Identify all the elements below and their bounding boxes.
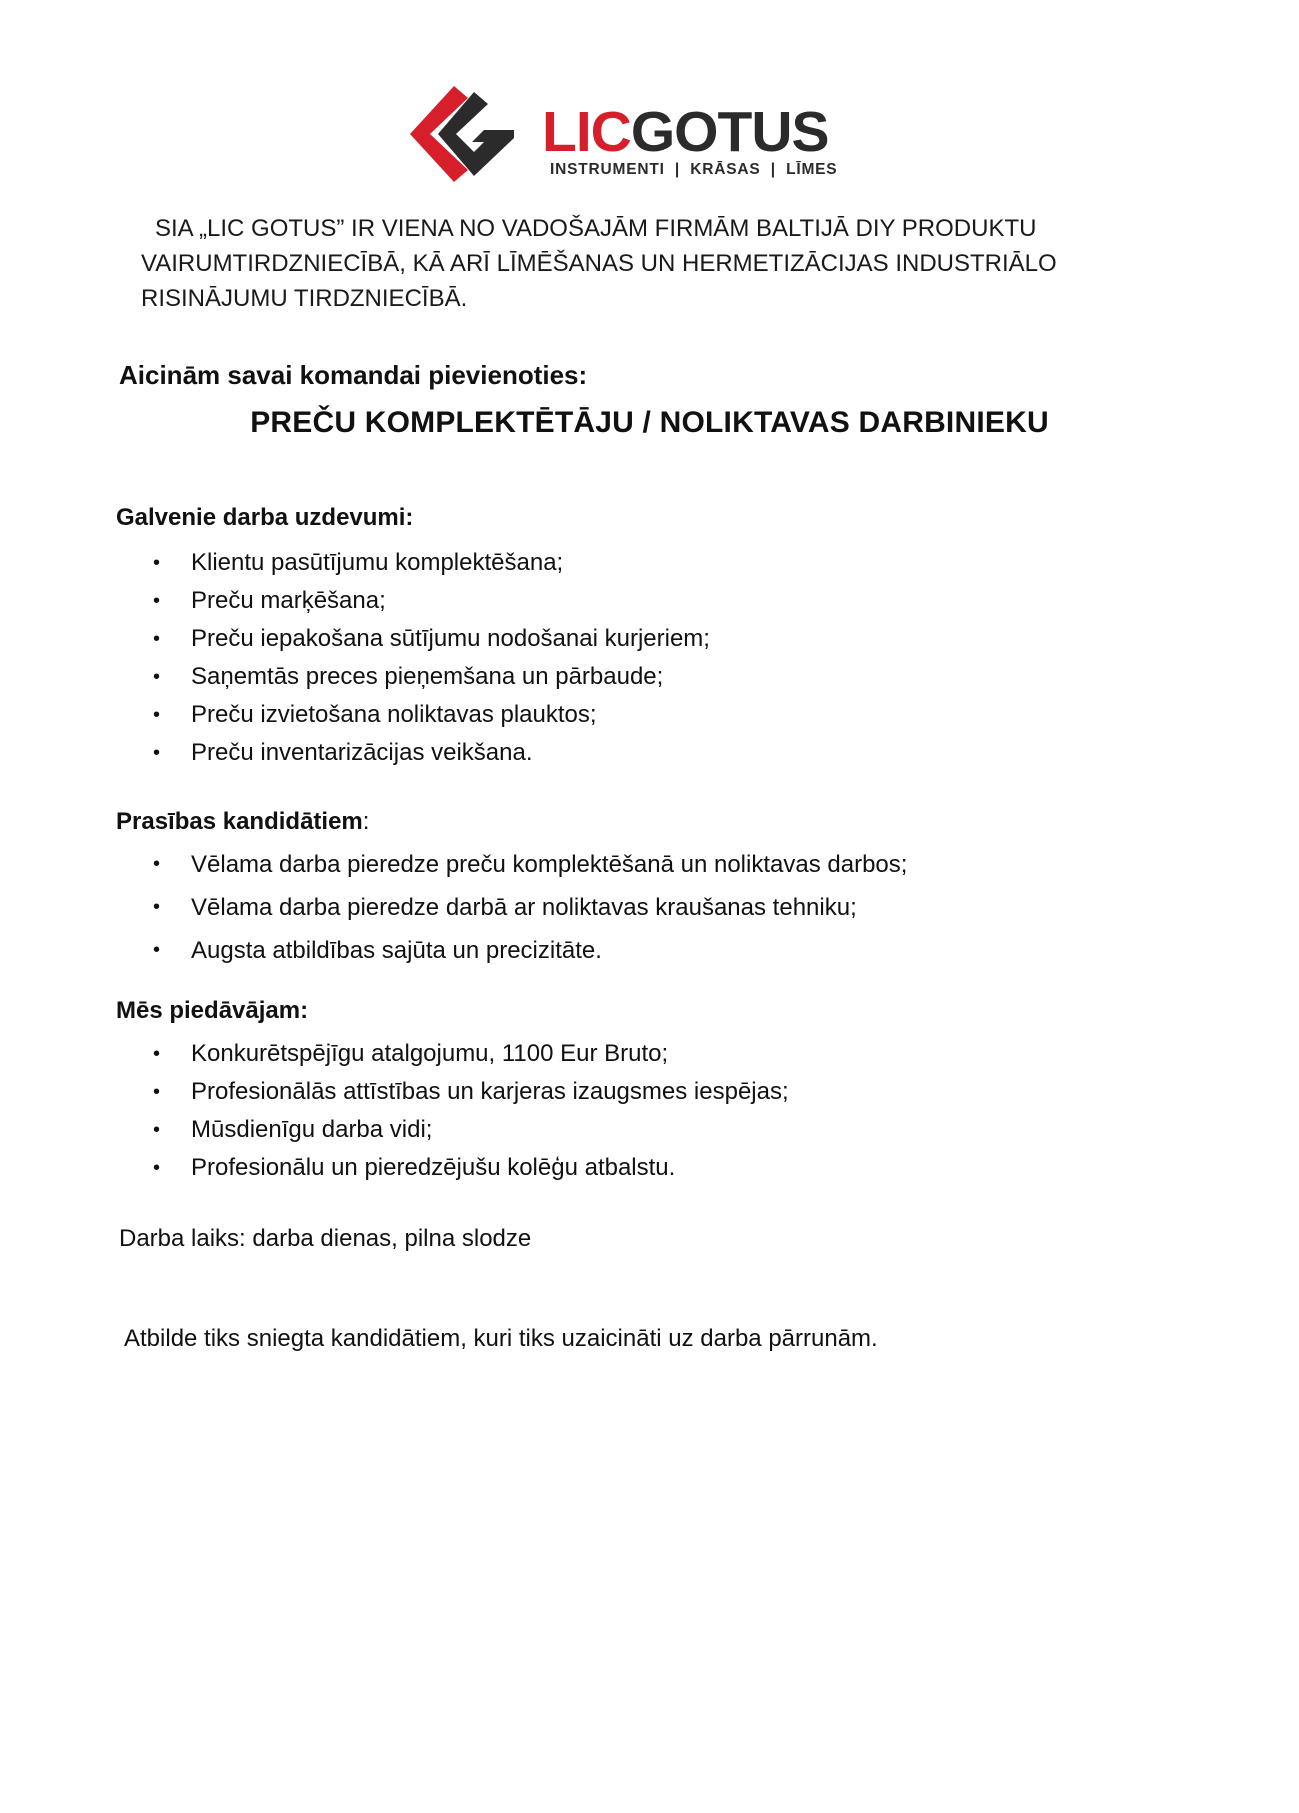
bullet-icon: • [153,704,161,726]
intro-line: RISINĀJUMU TIRDZNIECĪBĀ. [141,285,468,312]
intro-line: VAIRUMTIRDZNIECĪBĀ, KĀ ARĪ LĪMĒŠANAS UN HERMETIZĀCIJAS INDUSTRIĀLO [141,250,1057,277]
list-item-text: Saņemtās preces pieņemšana un pārbaude; [191,663,664,690]
bullet-icon: • [153,1157,161,1179]
list-item-text: Augsta atbildības sajūta un precizitāte. [191,937,602,964]
list-item-text: Klientu pasūtījumu komplektēšana; [191,549,564,576]
bullet-icon: • [153,628,161,650]
company-logo [410,84,865,184]
logo-tagline: INSTRUMENTI | KRĀSAS | LĪMES [550,161,838,178]
duties-heading: Galvenie darba uzdevumi: [116,504,414,531]
work-time: Darba laiks: darba dienas, pilna slodze [119,1225,532,1252]
list-item-text: Preču iepakošana sūtījumu nodošanai kurjeriem; [191,625,710,652]
list-item-text: Mūsdienīgu darba vidi; [191,1116,433,1143]
bullet-icon: • [153,742,161,764]
list-item-text: Profesionālu un pieredzējušu kolēģu atbalstu. [191,1154,676,1181]
list-item-text: Konkurētspējīgu atalgojumu, 1100 Eur Bruto; [191,1040,669,1067]
requirements-heading [116,807,369,837]
bullet-icon: • [153,666,161,688]
list-item-text: Profesionālās attīstības un karjeras izaugsmes iespējas; [191,1078,789,1105]
offer-heading: Mēs piedāvājam: [116,997,309,1024]
logo-text-red: LIC [542,100,631,164]
invite-heading: Aicinām savai komandai pievienoties: [119,360,588,390]
job-title: PREČU KOMPLEKTĒTĀJU / NOLIKTAVAS DARBINIEKU [250,406,1049,439]
logo-wordmark [542,100,829,164]
list-item-text: Vēlama darba pieredze darbā ar noliktavas kraušanas tehniku; [191,894,857,921]
bullet-icon: • [153,1119,161,1141]
bullet-icon: • [153,1081,161,1103]
bullet-icon: • [153,1043,161,1065]
list-item-text: Preču inventarizācijas veikšana. [191,739,533,766]
intro-paragraph [141,211,1141,316]
lic-gotus-chevron-g-icon [410,86,522,182]
bullet-icon: • [153,590,161,612]
intro-line: SIA „LIC GOTUS” IR VIENA NO VADOŠAJĀM FIRMĀM BALTIJĀ DIY PRODUKTU [155,215,1037,242]
list-item-text: Vēlama darba pieredze preču komplektēšanā un noliktavas darbos; [191,851,908,878]
list-item-text: Preču marķēšana; [191,587,386,614]
bullet-icon: • [153,939,161,961]
logo-text-dark: GOTUS [630,100,829,164]
list-item-text: Preču izvietošana noliktavas plauktos; [191,701,597,728]
bullet-icon: • [153,853,161,875]
requirements-heading-text: Prasības kandidātiem [116,808,363,835]
bullet-icon: • [153,896,161,918]
requirements-heading-colon: : [362,808,370,835]
bullet-icon: • [153,552,161,574]
footer-note: Atbilde tiks sniegta kandidātiem, kuri tiks uzaicināti uz darba pārrunām. [124,1325,878,1352]
